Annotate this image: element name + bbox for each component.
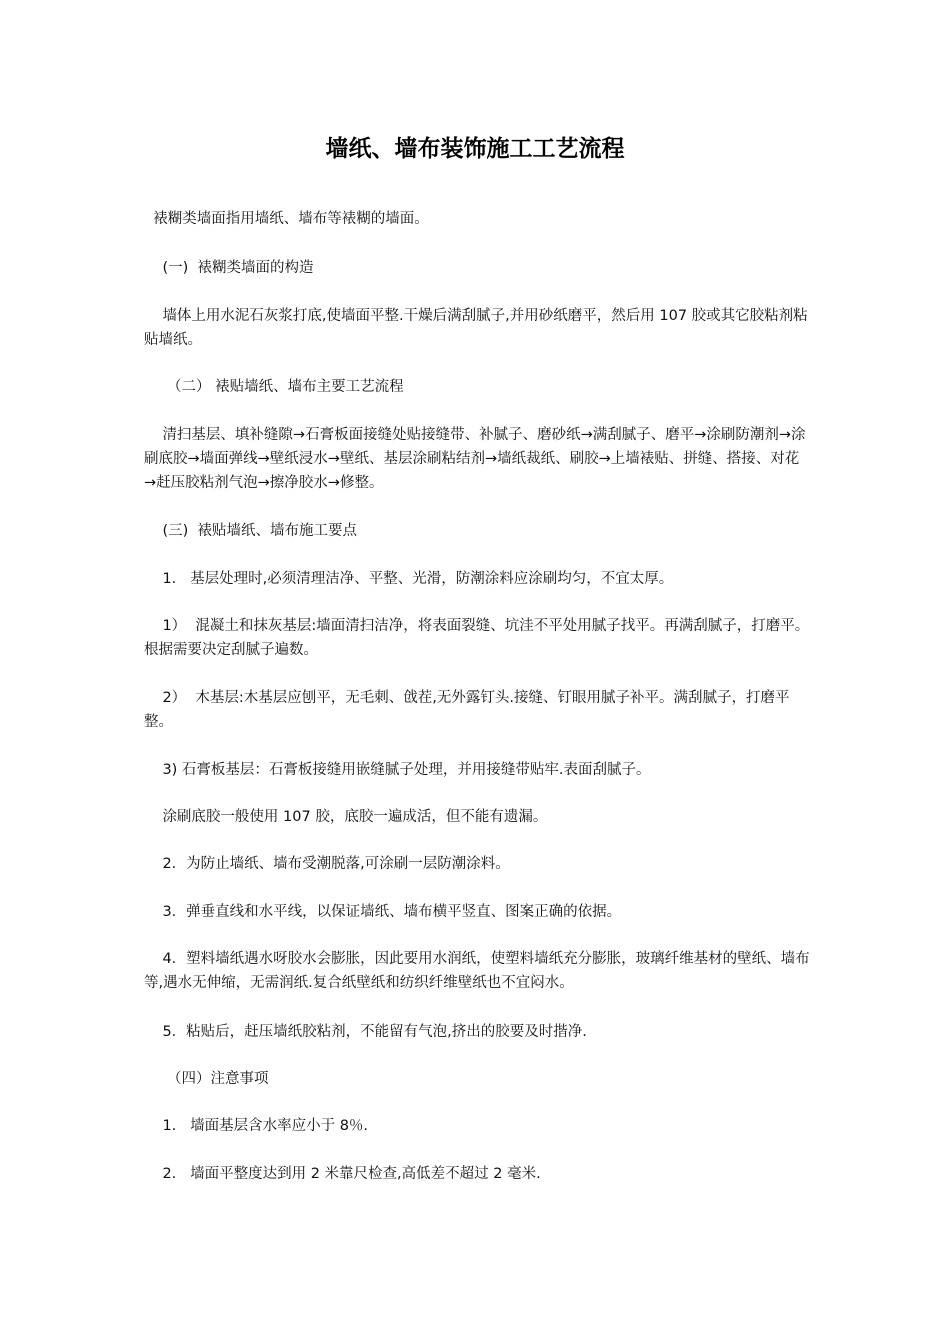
section-heading-2: （二） 裱贴墙纸、墙布主要工艺流程 [144, 379, 404, 395]
paragraph-structure: 墙体上用水泥石灰浆打底,使墙面平整.干燥后满刮腻子,并用砂纸磨平，然后用 107 胶或其它胶粘剂粘贴墙纸。 [144, 308, 808, 348]
list-item-5: 5．粘贴后，赶压墙纸胶粘剂，不能留有气泡,挤出的胶要及时揩净. [144, 1024, 587, 1040]
list-item-1: 1. 基层处理时,必须清理洁净、平整、光滑，防潮涂料应涂刷均匀，不宜太厚。 [144, 571, 674, 587]
list-item-4: 4．塑料墙纸遇水呀胶水会膨胀，因此要用水润纸，使塑料墙纸充分膨胀，玻璃纤维基材的壁纸、墙布等,遇水无伸缩，无需润纸.复合纸壁纸和纺织纤维壁纸也不宜闷水。 [144, 951, 810, 991]
note-item-1: 1. 墙面基层含水率应小于 8％. [144, 1118, 369, 1134]
section-heading-1: (一) 裱糊类墙面的构造 [144, 260, 314, 276]
paragraph-process-flow: 清扫基层、填补缝隙→石膏板面接缝处贴接缝带、补腻子、磨砂纸→满刮腻子、磨平→涂刷防潮剂→涂刷底胶→墙面弹线→壁纸浸水→壁纸、基层涂刷粘结剂→墙纸裁纸、刷胶→上墙裱贴、拼缝、搭接、对花→赶压胶粘剂气泡→擦净胶水→修整。 [144, 427, 806, 491]
sub-item-1: 1） 混凝土和抹灰基层:墙面清扫洁净，将表面裂缝、坑洼不平处用腻子找平。再满刮腻子，打磨平。根据需要决定刮腻子遍数。 [144, 618, 810, 658]
section-heading-4: （四）注意事项 [144, 1071, 269, 1087]
section-heading-3: (三) 裱贴墙纸、墙布施工要点 [144, 523, 357, 539]
list-item-3: 3．弹垂直线和水平线，以保证墙纸、墙布横平竖直、图案正确的依据。 [144, 904, 622, 920]
paragraph-intro: 裱糊类墙面指用墙纸、墙布等裱糊的墙面。 [144, 211, 429, 227]
note-item-2: 2. 墙面平整度达到用 2 米靠尺检查,高低差不超过 2 毫米. [144, 1166, 541, 1182]
sub-item-3: 3) 石膏板基层：石膏板接缝用嵌缝腻子处理，并用接缝带贴牢.表面刮腻子。 [144, 762, 651, 778]
paragraph-primer: 涂刷底胶一般使用 107 胶，底胶一遍成活，但不能有遗漏。 [144, 809, 548, 825]
document-title: 墙纸、墙布装饰施工工艺流程 [325, 135, 625, 162]
sub-item-2: 2） 木基层:木基层应刨平，无毛刺、戗茬,无外露钉头.接缝、钉眼用腻子补平。满刮腻子，打磨平整。 [144, 690, 790, 730]
list-item-2: 2．为防止墙纸、墙布受潮脱落,可涂刷一层防潮涂料。 [144, 856, 510, 872]
